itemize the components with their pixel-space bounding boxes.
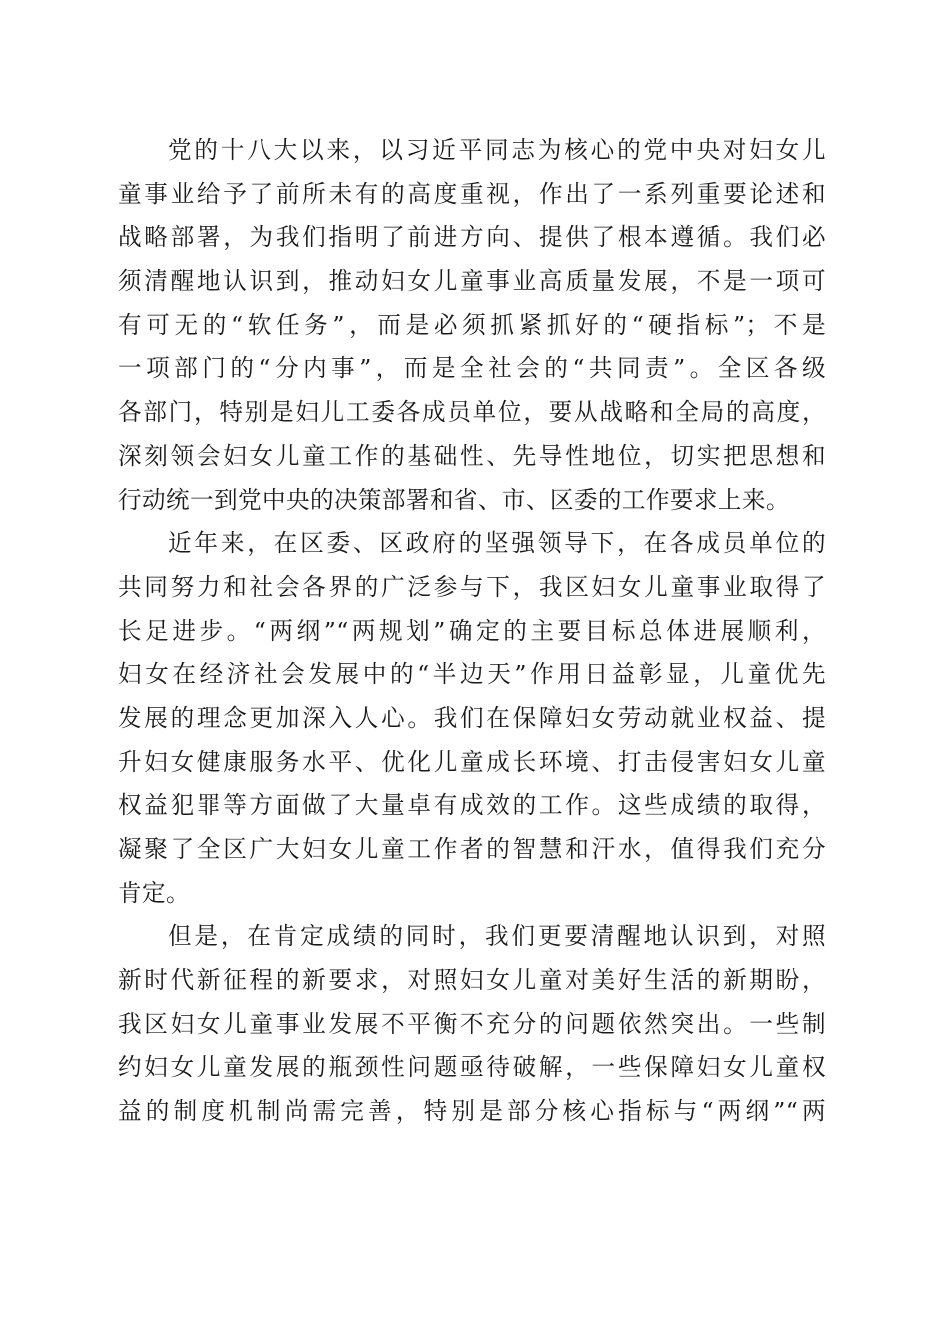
text-line: 长足进步。“两纲”“两规划”确定的主要目标总体进展顺利，: [118, 616, 826, 645]
text-line: 肯定。: [118, 878, 190, 907]
text-line: 须清醒地认识到，推动妇女儿童事业高质量发展，不是一项可: [118, 267, 826, 296]
text-line: 妇女在经济社会发展中的“半边天”作用日益彰显，儿童优先: [118, 660, 826, 689]
paragraph-1: [118, 129, 826, 522]
text-line: 我区妇女儿童事业发展不平衡不充分的问题依然突出。一些制: [118, 1009, 826, 1038]
text-line: 权益犯罪等方面做了大量卓有成效的工作。这些成绩的取得，: [118, 791, 826, 820]
text-line: 共同努力和社会各界的广泛参与下，我区妇女儿童事业取得了: [118, 572, 826, 601]
text-line: 童事业给予了前所未有的高度重视，作出了一系列重要论述和: [118, 179, 826, 208]
paragraph-3: [118, 915, 826, 1133]
body-text: [118, 129, 826, 1134]
text-line: 新时代新征程的新要求，对照妇女儿童对美好生活的新期盼，: [118, 966, 826, 995]
text-line: 党的十八大以来，以习近平同志为核心的党中央对妇女儿: [168, 136, 826, 164]
text-line: 升妇女健康服务水平、优化儿童成长环境、打击侵害妇女儿童: [118, 747, 826, 776]
text-line: 发展的理念更加深入人心。我们在保障妇女劳动就业权益、提: [118, 703, 826, 732]
text-line: 战略部署，为我们指明了前进方向、提供了根本遵循。我们必: [118, 223, 826, 252]
text-line: 凝聚了全区广大妇女儿童工作者的智慧和汗水，值得我们充分: [118, 835, 826, 863]
text-line: 但是，在肯定成绩的同时，我们更要清醒地认识到，对照: [168, 922, 826, 951]
text-line: 近年来，在区委、区政府的坚强领导下，在各成员单位的: [168, 529, 826, 558]
text-line: 深刻领会妇女儿童工作的基础性、先导性地位，切实把思想和: [118, 441, 826, 470]
text-line: 各部门，特别是妇儿工委各成员单位，要从战略和全局的高度，: [118, 398, 826, 427]
text-line: 益的制度机制尚需完善，特别是部分核心指标与“两纲”“两: [118, 1097, 826, 1126]
text-line: 行动统一到党中央的决策部署和省、市、区委的工作要求上来。: [118, 485, 790, 514]
text-line: 一项部门的“分内事”，而是全社会的“共同责”。全区各级: [118, 354, 826, 383]
text-line: 有可无的“软任务”，而是必须抓紧抓好的“硬指标”；不是: [118, 310, 826, 339]
text-line: 约妇女儿童发展的瓶颈性问题亟待破解，一些保障妇女儿童权: [118, 1053, 826, 1082]
paragraph-2: [118, 522, 826, 915]
